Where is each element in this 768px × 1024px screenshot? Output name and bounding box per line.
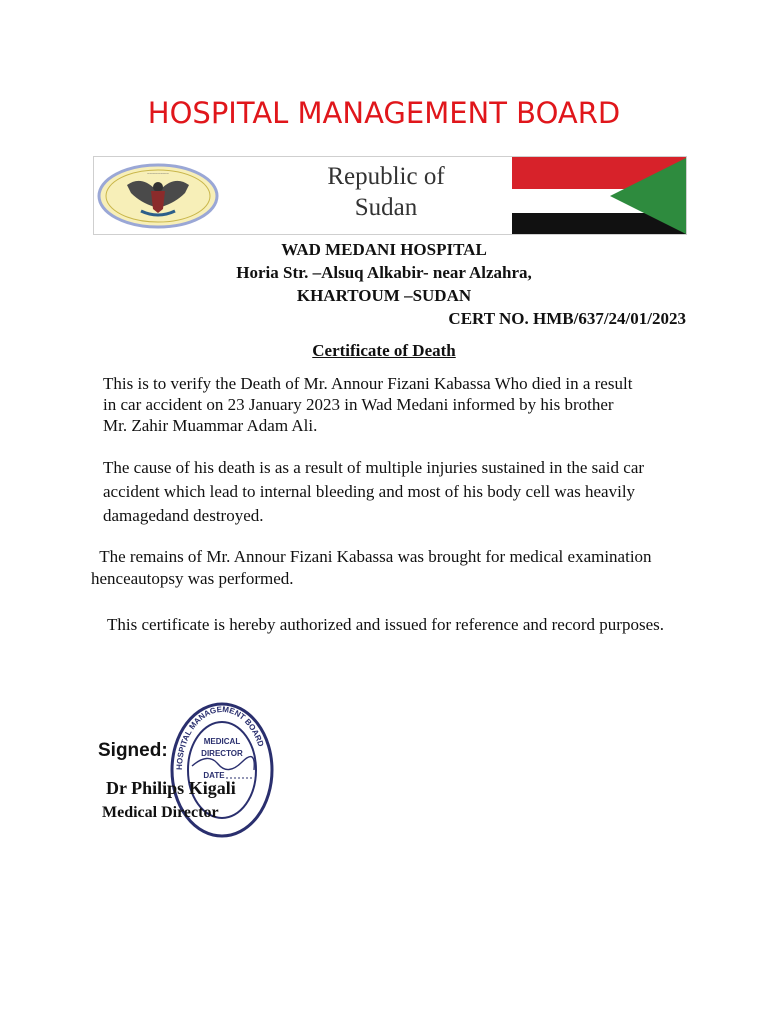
- doctor-name: Dr Philips Kigali: [106, 778, 236, 798]
- certificate-title: Certificate of Death: [312, 341, 456, 360]
- seal-inner-text-1: MEDICAL: [203, 737, 241, 746]
- certificate-number: CERT NO. HMB/637/24/01/2023: [448, 309, 686, 328]
- seal-inner-text-3: DATE: [203, 771, 225, 780]
- remains-line-1: The remains of Mr. Annour Fizani Kabassa was brought for medical examination: [91, 547, 652, 566]
- republic-line-2: Sudan: [354, 194, 418, 221]
- cause-line-2: accident which lead to internal bleeding and most of his body cell was heavily: [103, 482, 636, 501]
- sudan-flag-icon: [512, 157, 687, 235]
- verification-line-3: Mr. Zahir Muammar Adam Ali.: [103, 416, 318, 435]
- cause-line-1: The cause of his death is as a result of multiple injuries sustained in the said car: [103, 458, 645, 477]
- cause-paragraph: [103, 456, 683, 528]
- verification-line-2: in car accident on 23 January 2023 in Wad Medani informed by his brother: [103, 395, 614, 414]
- verification-paragraph: [103, 373, 683, 436]
- hospital-address-line-1: Horia Str. –Alsuq Alkabir- near Alzahra,: [236, 263, 532, 282]
- board-title: HOSPITAL MANAGEMENT BOARD: [147, 96, 621, 130]
- seal-ring-text: HOSPITAL MANAGEMENT BOARD: [174, 704, 266, 771]
- signed-label: Signed:: [98, 740, 168, 761]
- hospital-name: WAD MEDANI HOSPITAL: [281, 240, 487, 259]
- cause-line-3: damagedand destroyed.: [103, 506, 264, 525]
- doctor-role: Medical Director: [102, 804, 219, 821]
- republic-line-1: Republic of: [327, 163, 445, 190]
- remains-line-2: henceautopsy was performed.: [91, 569, 294, 588]
- svg-text:~~~~~~~~: ~~~~~~~~: [147, 172, 169, 177]
- seal-inner-text-2: DIRECTOR: [201, 749, 243, 758]
- verification-line-1: This is to verify the Death of Mr. Annour Fizani Kabassa Who died in a result: [103, 374, 633, 393]
- hospital-address-line-2: KHARTOUM –SUDAN: [296, 286, 472, 305]
- authorization-paragraph: This certificate is hereby authorized and issued for reference and record purposes.: [107, 615, 664, 634]
- national-banner: [93, 156, 687, 235]
- remains-paragraph: [91, 546, 691, 590]
- republic-label: [316, 161, 456, 223]
- sudan-emblem-icon: [97, 163, 219, 229]
